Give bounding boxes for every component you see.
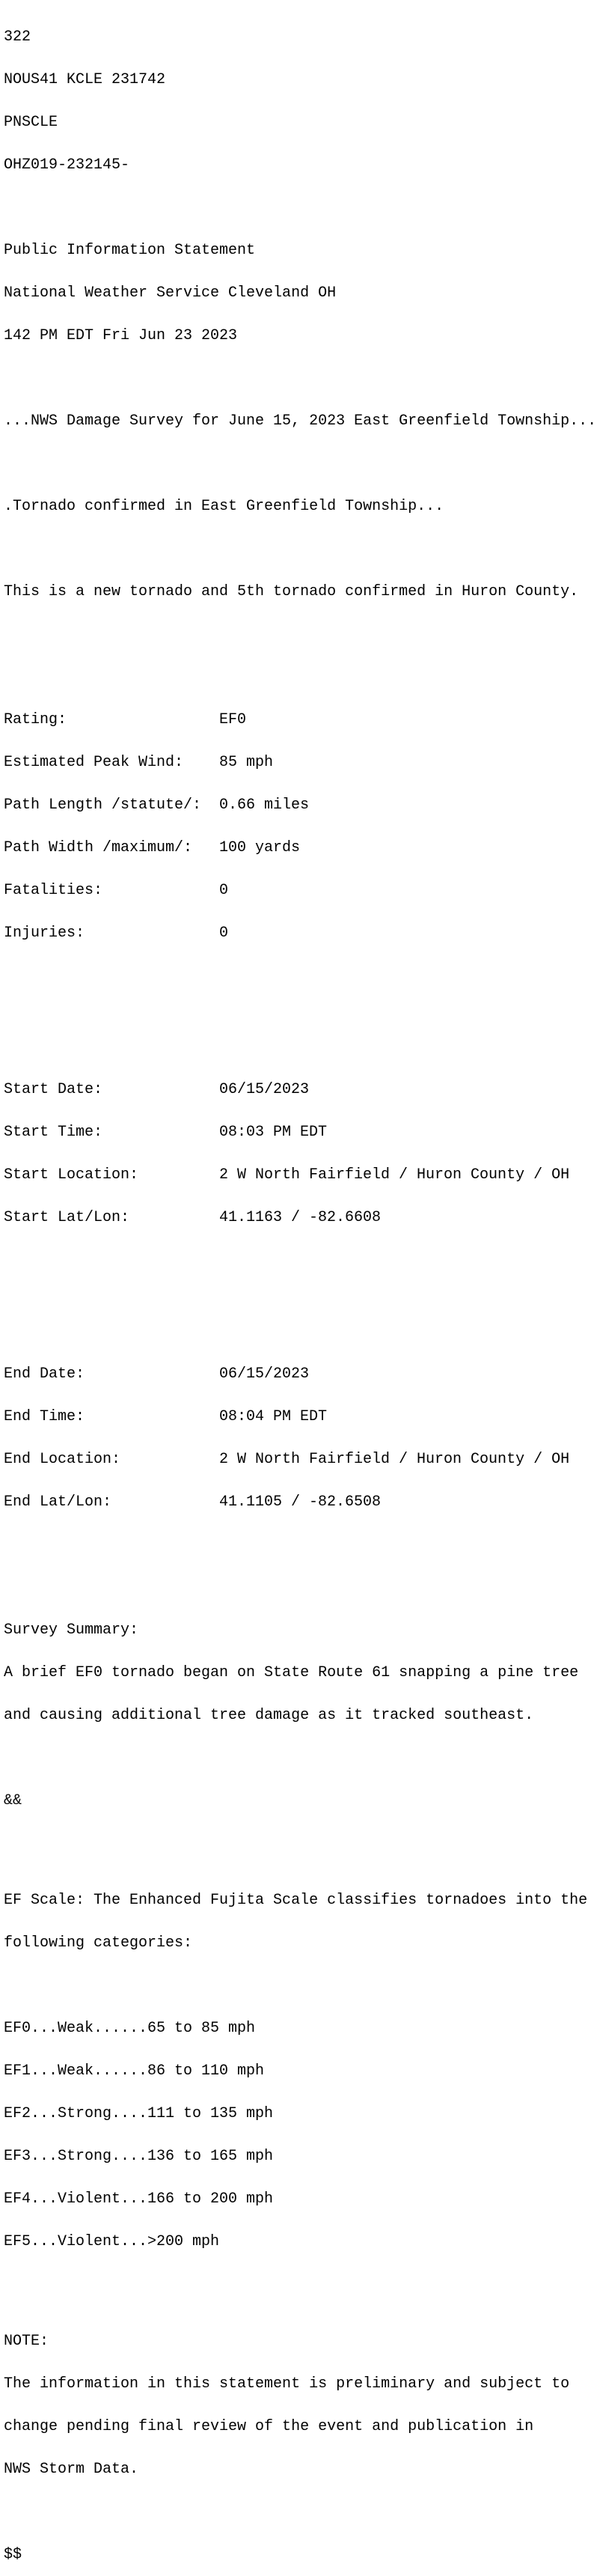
- end-label: End Location:: [4, 1451, 121, 1468]
- blank-line: [4, 997, 596, 1011]
- stat-label: Injuries:: [4, 925, 85, 942]
- blank-line: [4, 1751, 596, 1765]
- stat-row: [4, 798, 596, 812]
- end-value: 41.1105 / -82.6508: [219, 1493, 382, 1511]
- issuing-office: National Weather Service Cleveland OH: [4, 284, 337, 302]
- statement-title: Public Information Statement: [4, 242, 256, 259]
- intro-text: This is a new tornado and 5th tornado confirmed in Huron County.: [4, 583, 579, 600]
- awips-id: PNSCLE: [4, 114, 58, 131]
- blank-line: [4, 201, 596, 215]
- blank-line: [4, 2277, 596, 2292]
- blank-line: [4, 2505, 596, 2519]
- end-row: [4, 1410, 596, 1424]
- start-row: [4, 1125, 596, 1139]
- start-value: 08:03 PM EDT: [219, 1124, 328, 1141]
- blank-line: [4, 1282, 596, 1296]
- end-value: 06/15/2023: [219, 1365, 310, 1383]
- summary-text: A brief EF0 tornado began on State Route 61 snapping a pine tree: [4, 1664, 579, 1681]
- end-marker: $$: [4, 2546, 22, 2563]
- end-info: [4, 1339, 596, 1538]
- end-value: 08:04 PM EDT: [219, 1408, 328, 1425]
- summary-heading: Survey Summary:: [4, 1622, 139, 1639]
- stat-value: 0: [219, 882, 229, 899]
- ef-scale-intro: following categories:: [4, 1934, 193, 1952]
- sequence-number: 322: [4, 28, 31, 46]
- start-value: 2 W North Fairfield / Huron County / OH: [219, 1166, 570, 1184]
- ef-category: EF5...Violent...>200 mph: [4, 2233, 220, 2250]
- subheadline: .Tornado confirmed in East Greenfield Township...: [4, 498, 444, 515]
- summary-text: and causing additional tree damage as it tracked southeast.: [4, 1707, 534, 1724]
- start-value: 41.1163 / -82.6608: [219, 1209, 382, 1226]
- start-label: Start Date:: [4, 1081, 103, 1098]
- stat-label: Rating:: [4, 711, 67, 728]
- stat-row: [4, 755, 596, 770]
- stat-row: [4, 926, 596, 940]
- stat-value: 100 yards: [219, 839, 301, 856]
- tornado-stats: [4, 684, 596, 969]
- stat-value: 0: [219, 925, 229, 942]
- start-row: [4, 1211, 596, 1225]
- blank-line: [4, 627, 596, 642]
- start-row: [4, 1083, 596, 1097]
- note-text: NWS Storm Data.: [4, 2461, 139, 2478]
- statement-document: [4, 1, 596, 2576]
- blank-line: [4, 1836, 596, 1851]
- ef-category: EF3...Strong....136 to 165 mph: [4, 2148, 274, 2165]
- stat-row: [4, 713, 596, 727]
- end-label: End Date:: [4, 1365, 85, 1383]
- stat-label: Fatalities:: [4, 882, 103, 899]
- blank-line: [4, 1979, 596, 1993]
- end-row: [4, 1495, 596, 1509]
- ef-category: EF4...Violent...166 to 200 mph: [4, 2190, 274, 2208]
- section-separator: &&: [4, 1792, 22, 1809]
- start-info: [4, 1054, 596, 1253]
- end-value: 2 W North Fairfield / Huron County / OH: [219, 1451, 570, 1468]
- stat-value: EF0: [219, 711, 247, 728]
- blank-line: [4, 457, 596, 471]
- start-label: Start Lat/Lon:: [4, 1209, 130, 1226]
- issue-time: 142 PM EDT Fri Jun 23 2023: [4, 327, 238, 344]
- stat-value: 85 mph: [219, 754, 274, 771]
- ef-category: EF1...Weak......86 to 110 mph: [4, 2062, 265, 2080]
- note-text: The information in this statement is preliminary and subject to: [4, 2375, 570, 2393]
- end-row: [4, 1367, 596, 1381]
- stat-label: Path Width /maximum/:: [4, 839, 193, 856]
- blank-line: [4, 371, 596, 386]
- start-value: 06/15/2023: [219, 1081, 310, 1098]
- stat-value: 0.66 miles: [219, 797, 310, 814]
- stat-row: [4, 883, 596, 898]
- stat-label: Path Length /statute/:: [4, 797, 202, 814]
- note-text: change pending final review of the event and publication in: [4, 2418, 534, 2435]
- stat-label: Estimated Peak Wind:: [4, 754, 184, 771]
- ef-category: EF2...Strong....111 to 135 mph: [4, 2105, 274, 2122]
- headline: ...NWS Damage Survey for June 15, 2023 East Greenfield Township...: [4, 412, 597, 430]
- end-row: [4, 1452, 596, 1467]
- end-label: End Lat/Lon:: [4, 1493, 112, 1511]
- start-row: [4, 1168, 596, 1182]
- wmo-header: NOUS41 KCLE 231742: [4, 71, 166, 88]
- blank-line: [4, 542, 596, 556]
- ef-category: EF0...Weak......65 to 85 mph: [4, 2020, 256, 2037]
- start-label: Start Location:: [4, 1166, 139, 1184]
- note-heading: NOTE:: [4, 2333, 49, 2350]
- ugc-code: OHZ019-232145-: [4, 156, 130, 174]
- ef-scale-intro: EF Scale: The Enhanced Fujita Scale classifies tornadoes into the: [4, 1892, 588, 1909]
- blank-line: [4, 1566, 596, 1580]
- stat-row: [4, 841, 596, 855]
- start-label: Start Time:: [4, 1124, 103, 1141]
- end-label: End Time:: [4, 1408, 85, 1425]
